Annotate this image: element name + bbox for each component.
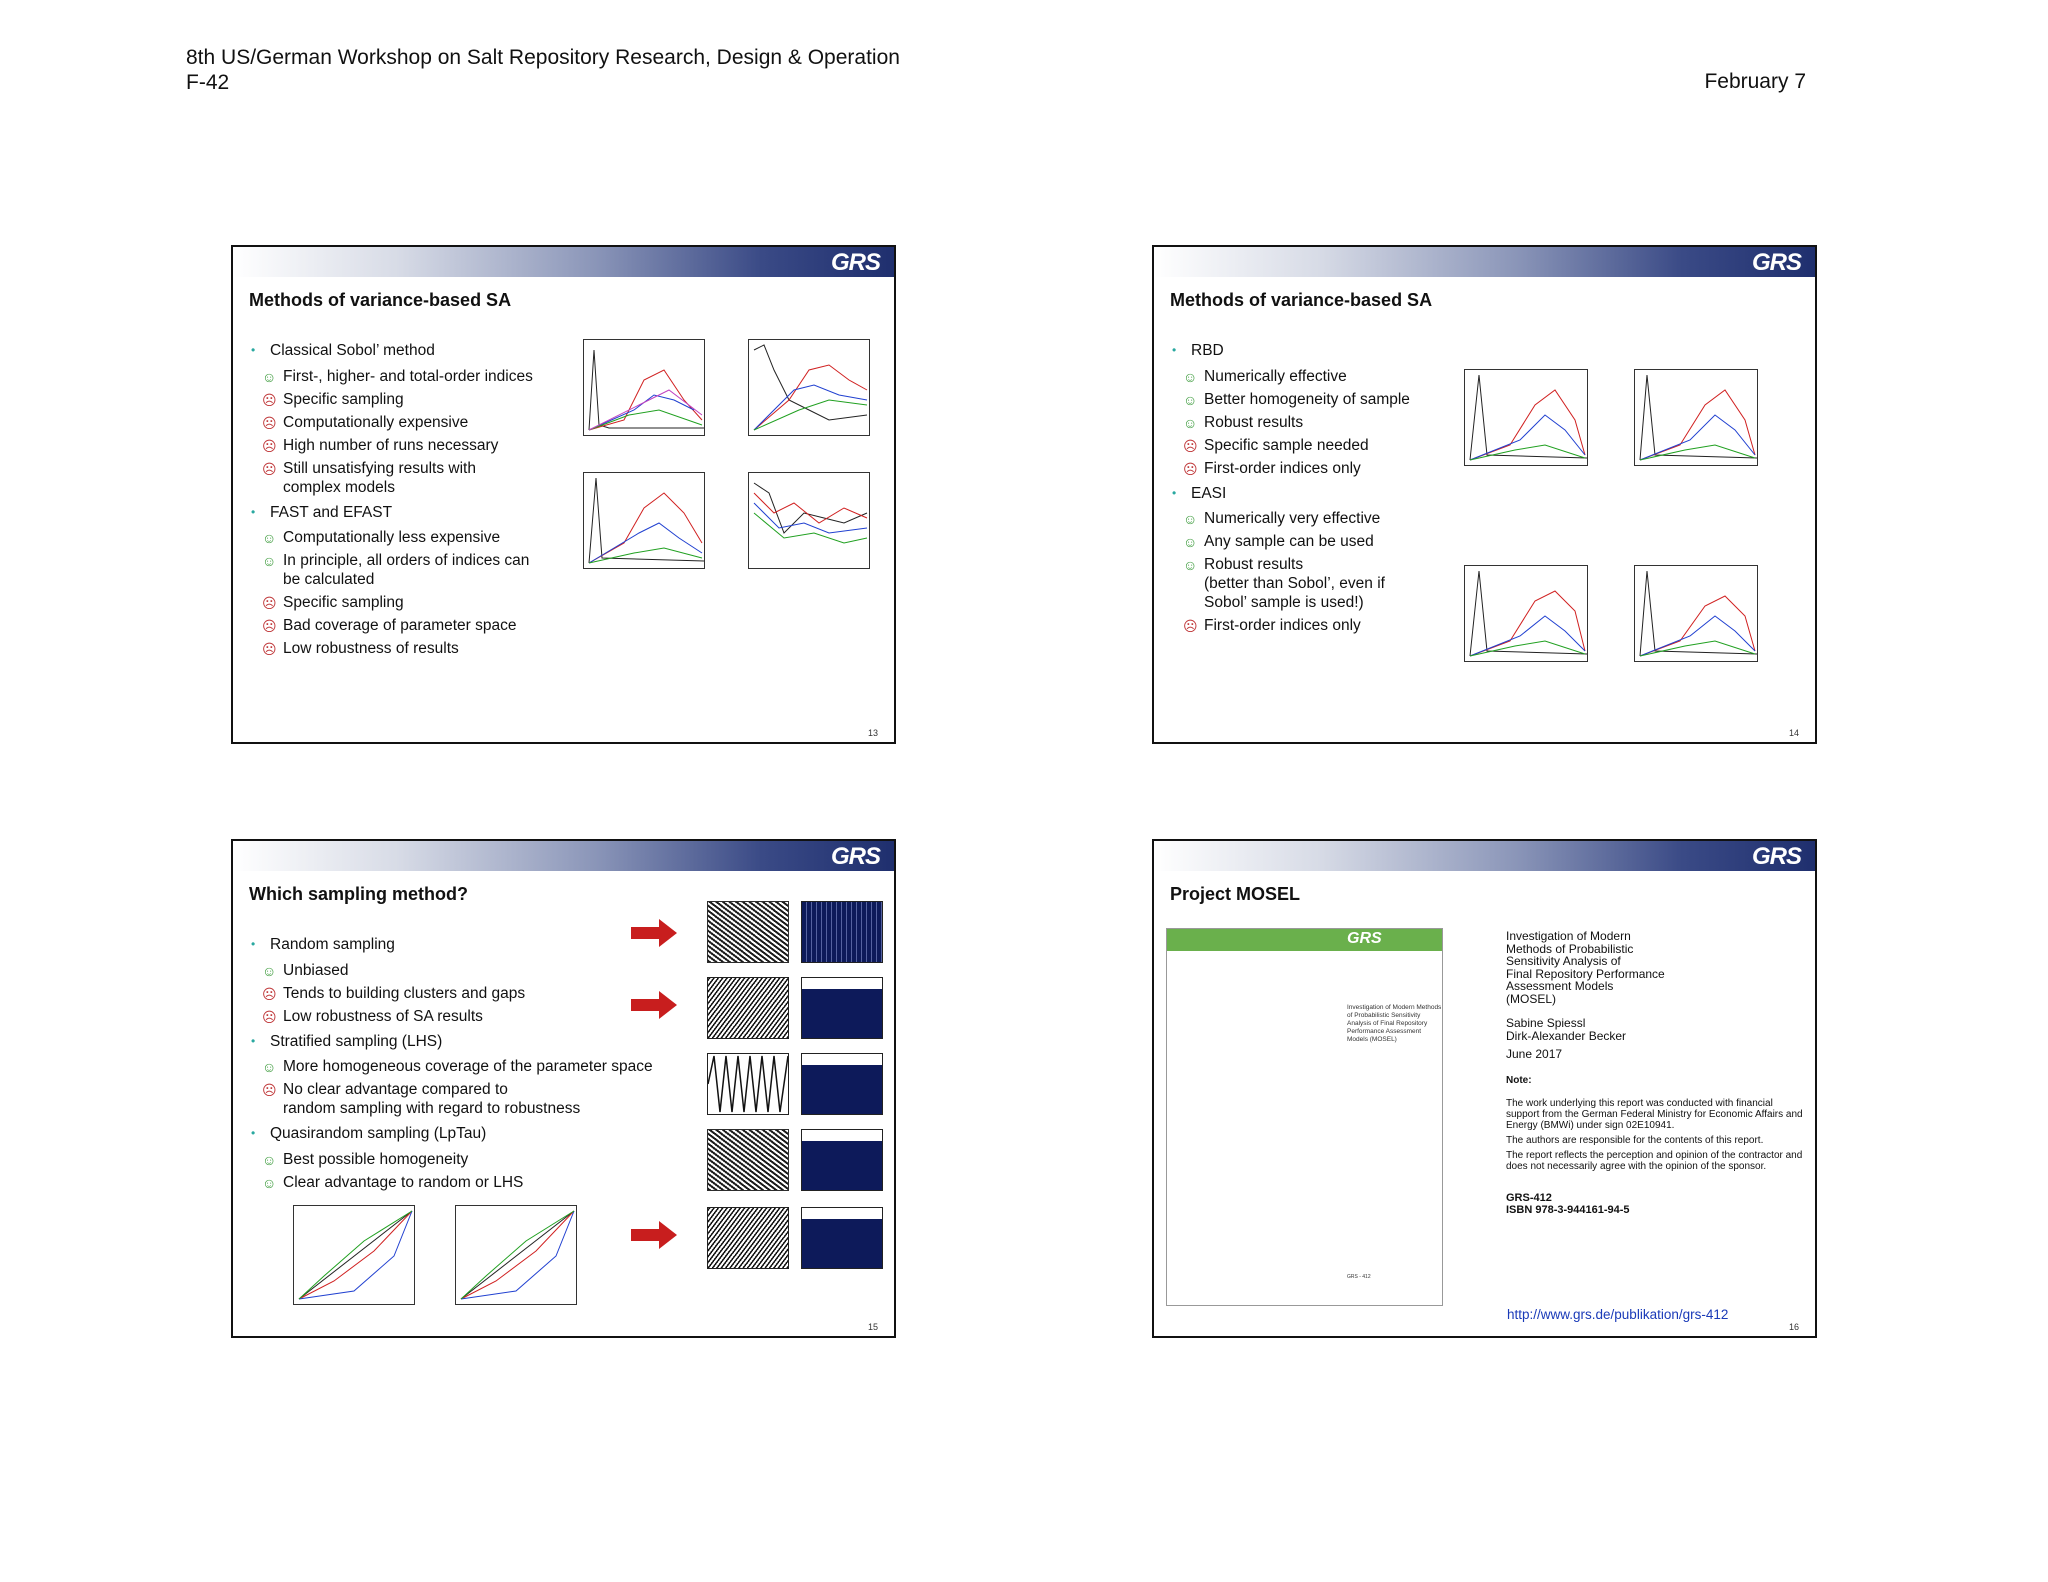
bullet-item (1170, 459, 1410, 479)
report-title-line: Investigation of Modern (1506, 929, 1631, 943)
bullet-text: Still unsatisfying results with (283, 459, 476, 477)
bullet-item (249, 459, 533, 479)
bullet-text: Specific sampling (283, 390, 404, 408)
bullet-text: First-order indices only (1204, 459, 1361, 477)
bullet-item (249, 551, 533, 571)
frown-icon: ☹ (1183, 618, 1198, 634)
slide-header-bar (233, 841, 894, 871)
sobol-plot-1 (583, 339, 705, 436)
bullet-item (249, 639, 533, 659)
cover-header-bar (1167, 929, 1442, 951)
page-code: F-42 (186, 71, 230, 94)
bullet-text: Better homogeneity of sample (1204, 390, 1410, 408)
bullet-text: Sobol’ sample is used!) (1204, 594, 1364, 611)
bullet-text: High number of runs necessary (283, 436, 499, 454)
slide-header-bar (233, 247, 894, 277)
smiley-icon: ☺ (1183, 557, 1198, 573)
smiley-icon: ☺ (262, 1174, 277, 1191)
lhs-histogram (801, 977, 883, 1039)
frown-icon: ☹ (262, 985, 277, 1002)
report-title-line: Final Repository Performance (1506, 966, 1665, 981)
smiley-icon: ☺ (262, 553, 277, 569)
bullet-item (1170, 532, 1410, 552)
bullet-text: be calculated (283, 571, 375, 588)
bullet-item (249, 478, 533, 498)
bullet-list (1170, 338, 1410, 638)
report-date: June 2017 (1506, 1047, 1563, 1061)
smiley-icon: ☺ (1183, 534, 1198, 550)
efast-plot-2 (748, 472, 870, 569)
bullet-item (249, 1057, 653, 1077)
bullet-item (249, 984, 653, 1004)
report-isbn: ISBN 978-3-944161-94-5 (1506, 1204, 1630, 1216)
workshop-title: 8th US/German Workshop on Salt Repository Research, Design & Operation (186, 46, 900, 69)
slide-16 (1152, 839, 1817, 1338)
random-histogram (801, 901, 883, 963)
smiley-icon: ☺ (262, 368, 277, 385)
cover-report-code: GRS - 412 (1347, 1274, 1371, 1280)
slide-title: Which sampling method? (249, 884, 468, 904)
slide-number: 13 (867, 728, 878, 738)
bullet-dot-icon: • (251, 1126, 256, 1140)
bullet-dot-icon: • (251, 343, 256, 357)
report-title-line: Methods of Probabilistic (1506, 941, 1634, 956)
bullet-text: Any sample can be used (1204, 533, 1374, 550)
frown-icon: ☹ (262, 595, 277, 611)
bullet-text: Robust results (1204, 413, 1304, 431)
rbd-plot-2 (1634, 369, 1758, 466)
frown-icon: ☹ (262, 618, 277, 634)
slide-header-bar (1154, 841, 1815, 871)
report-author: Dirk-Alexander Becker (1506, 1028, 1627, 1043)
bullet-text: Specific sample needed (1204, 436, 1369, 454)
slide-number: 15 (867, 1322, 878, 1332)
bullet-text: First-order indices only (1204, 617, 1361, 634)
easi-plot-2 (1634, 565, 1758, 662)
grs-logo: GRS (1751, 843, 1801, 870)
smiley-icon: ☺ (262, 1151, 277, 1168)
bullet-text: Random sampling (270, 936, 395, 953)
report-cover (1166, 928, 1443, 1306)
bullet-item (1170, 509, 1410, 529)
bullet-item (249, 1007, 653, 1027)
slide-number: 14 (1788, 728, 1799, 738)
bullet-text: More homogeneous coverage of the parameter space (283, 1058, 653, 1075)
bullet-text: Numerically effective (1204, 367, 1347, 385)
frown-icon: ☹ (262, 437, 277, 454)
bullet-text: complex models (283, 478, 395, 496)
bullet-text: Numerically very effective (1204, 510, 1381, 527)
bullet-text: Clear advantage to random or LHS (283, 1173, 524, 1191)
bullet-text: Unbiased (283, 961, 349, 979)
bullet-item (1170, 413, 1410, 433)
bullet-text: Quasirandom sampling (LpTau) (270, 1125, 487, 1142)
bullet-item (1170, 367, 1410, 387)
cumulative-plot-lptau (455, 1205, 577, 1305)
page-date: February 7 (1704, 70, 1806, 93)
bullet-list (249, 932, 653, 1195)
slide-13 (231, 245, 896, 744)
frown-icon: ☹ (262, 1082, 277, 1098)
bullet-text: (better than Sobol’, even if (1204, 575, 1385, 592)
rbd-scatter-plot (707, 1129, 789, 1191)
frown-icon: ☹ (262, 391, 277, 408)
smiley-icon: ☺ (1183, 511, 1198, 527)
bullet-dot-icon: • (251, 504, 256, 519)
bullet-item (249, 500, 533, 526)
cumulative-plot-random (293, 1205, 415, 1305)
bullet-item (249, 1029, 653, 1055)
bullet-text: Tends to building clusters and gaps (283, 984, 526, 1002)
bullet-item (249, 932, 653, 958)
bullet-text: FAST and EFAST (270, 503, 393, 521)
bullet-text: RBD (1191, 342, 1224, 359)
bullet-text: Low robustness of results (283, 640, 459, 657)
report-title-line: Sensitivity Analysis of (1506, 954, 1621, 968)
frown-icon: ☹ (262, 1008, 277, 1025)
slide-title: Methods of variance-based SA (249, 290, 512, 310)
efast-scatter-plot (707, 1053, 789, 1115)
bullet-item (249, 1150, 653, 1170)
bullet-dot-icon: • (251, 1033, 256, 1048)
rbd-plot-1 (1464, 369, 1588, 466)
bullet-text: Bad coverage of parameter space (283, 617, 517, 634)
bullet-item (1170, 593, 1410, 613)
bullet-text: Low robustness of SA results (283, 1007, 483, 1025)
bullet-item (249, 413, 533, 433)
bullet-text: In principle, all orders of indices can (283, 552, 530, 569)
bullet-text: Computationally expensive (283, 413, 469, 431)
arrow-right-icon (631, 991, 677, 1019)
bullet-item (1170, 390, 1410, 410)
bullet-item (249, 367, 533, 387)
note-label: Note: (1506, 1074, 1532, 1086)
grs-logo: GRS (1751, 249, 1801, 276)
easi-plot-1 (1464, 565, 1588, 662)
page-header (186, 45, 900, 95)
report-details (1506, 930, 1806, 1217)
report-title-line: (MOSEL) (1506, 991, 1557, 1006)
slide-header-bar (1154, 247, 1815, 277)
bullet-item (249, 570, 533, 590)
slide-title: Methods of variance-based SA (1170, 290, 1433, 310)
lhs-scatter-plot (707, 977, 789, 1039)
frown-icon: ☹ (262, 414, 277, 431)
bullet-item (1170, 481, 1410, 507)
lptau-histogram (801, 1207, 883, 1269)
bullet-item (249, 961, 653, 981)
efast-plot-1 (583, 472, 705, 569)
sobol-plot-2 (748, 339, 870, 436)
report-number: GRS-412 (1506, 1191, 1552, 1204)
slide-number: 16 (1788, 1322, 1799, 1332)
frown-icon: ☹ (1183, 437, 1198, 454)
note-funding: The work underlying this report was conducted with financial support from the German Federal Ministry for Economic Affairs and Energy (BMWi) under sign 02E10941. (1506, 1097, 1803, 1131)
cover-title: Investigation of Modern Methods of Probabilistic Sensitivity Analysis of Final Repository Performance Assessment Models (MOSEL) (1347, 1004, 1442, 1043)
bullet-item (1170, 436, 1410, 456)
random-scatter-plot (707, 901, 789, 963)
smiley-icon: ☺ (262, 962, 277, 979)
slide-14 (1152, 245, 1817, 744)
cover-logo: GRS (1347, 930, 1382, 947)
grs-logo: GRS (830, 843, 880, 870)
bullet-text: Robust results (1204, 556, 1304, 573)
bullet-item (1170, 338, 1410, 364)
bullet-item (249, 1080, 653, 1100)
report-link[interactable]: http://www.grs.de/publikation/grs-412 (1507, 1307, 1729, 1322)
report-title-line: Assessment Models (1506, 979, 1614, 993)
bullet-dot-icon: • (1172, 485, 1177, 500)
frown-icon: ☹ (262, 460, 277, 477)
note-responsibility: The authors are responsible for the contents of this report. (1506, 1134, 1764, 1146)
bullet-item (249, 338, 533, 364)
bullet-text: Best possible homogeneity (283, 1150, 469, 1168)
bullet-text: Classical Sobol’ method (270, 342, 435, 359)
note-opinion: The report reflects the perception and opinion of the contractor and does not necessarily agree with the opinion of the sponsor. (1506, 1149, 1803, 1172)
bullet-item (249, 528, 533, 548)
smiley-icon: ☺ (262, 1059, 277, 1075)
bullet-item (249, 390, 533, 410)
bullet-item (249, 436, 533, 456)
bullet-item (249, 593, 533, 613)
bullet-text: random sampling with regard to robustness (283, 1100, 581, 1117)
bullet-dot-icon: • (1172, 343, 1177, 357)
frown-icon: ☹ (262, 641, 277, 657)
arrow-right-icon (631, 1221, 677, 1249)
bullet-item (249, 1099, 653, 1119)
bullet-text: Specific sampling (283, 594, 404, 611)
smiley-icon: ☺ (262, 530, 277, 546)
bullet-text: Computationally less expensive (283, 529, 501, 546)
efast-histogram (801, 1053, 883, 1115)
lptau-scatter-plot (707, 1207, 789, 1269)
slide-15 (231, 839, 896, 1338)
bullet-item (1170, 555, 1410, 575)
bullet-list (249, 338, 533, 661)
frown-icon: ☹ (1183, 460, 1198, 477)
bullet-text: No clear advantage compared to (283, 1081, 508, 1098)
bullet-item (1170, 616, 1410, 636)
bullet-text: First-, higher- and total-order indices (283, 367, 533, 385)
slide-title: Project MOSEL (1170, 884, 1301, 904)
bullet-text: EASI (1191, 484, 1227, 502)
smiley-icon: ☺ (1183, 391, 1198, 408)
report-author: Sabine Spiessl (1506, 1016, 1586, 1030)
smiley-icon: ☺ (1183, 368, 1198, 385)
smiley-icon: ☺ (1183, 414, 1198, 431)
arrow-right-icon (631, 919, 677, 947)
rbd-histogram (801, 1129, 883, 1191)
bullet-item (249, 1121, 653, 1147)
bullet-item (1170, 574, 1410, 594)
bullet-item (249, 1173, 653, 1193)
bullet-item (249, 616, 533, 636)
bullet-dot-icon: • (251, 937, 256, 951)
bullet-text: Stratified sampling (LHS) (270, 1032, 443, 1050)
grs-logo: GRS (830, 249, 880, 276)
